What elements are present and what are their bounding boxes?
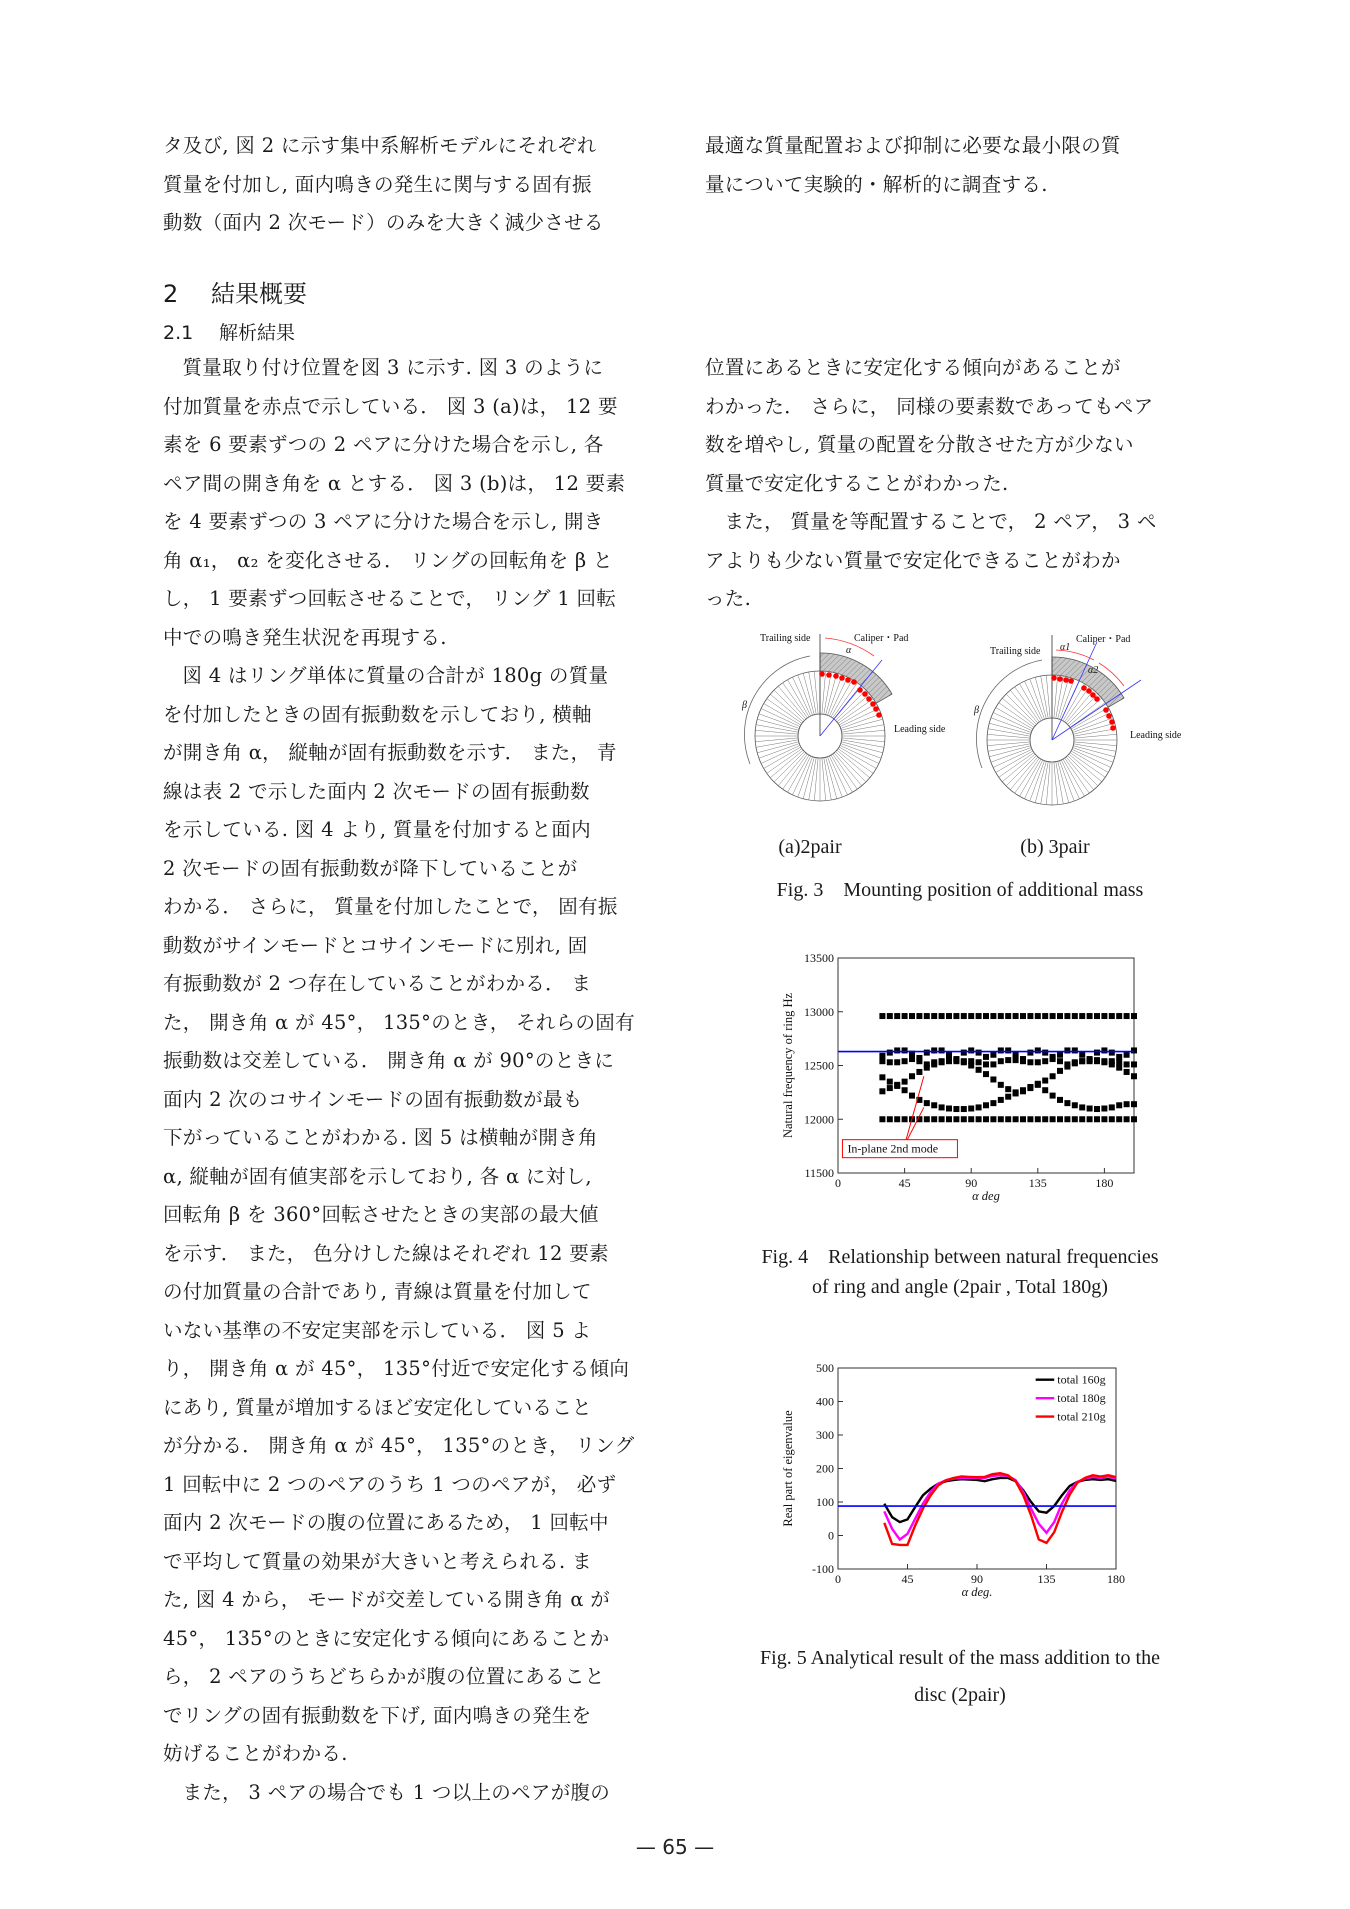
svg-text:0: 0 xyxy=(835,1176,841,1190)
text-line: が分かる． 開き角 α が 45°， 135°のとき， リング xyxy=(163,1434,635,1457)
svg-text:Real part of eigenvalue: Real part of eigenvalue xyxy=(781,1410,795,1527)
text-line: 位置にあるときに安定化する傾向があることが xyxy=(705,356,1121,379)
trailing-side-label: Trailing side xyxy=(760,633,811,644)
ring-diagrams xyxy=(720,628,1200,838)
intro-left-column xyxy=(163,127,663,243)
fig5-caption-line2: disc (2pair) xyxy=(914,1684,1006,1706)
figure-3 xyxy=(720,628,1200,838)
body-left-column xyxy=(163,349,663,1812)
text-line: 振動数は交差している． 開き角 α が 90°のときに xyxy=(163,1049,615,1072)
text-line: 数を増やし, 質量の配置を分散させた方が少ない xyxy=(705,433,1134,456)
caliper-pad-label: Caliper・Pad xyxy=(854,633,909,644)
figure-5-chart xyxy=(780,1360,1140,1620)
svg-text:135: 135 xyxy=(1037,1572,1056,1586)
alpha-label: α xyxy=(846,645,852,656)
svg-text:12500: 12500 xyxy=(804,1058,834,1073)
subsection-heading xyxy=(163,316,295,350)
text-line: を付加したときの固有振動数を示しており, 横軸 xyxy=(163,702,592,726)
text-line: 1 回転中に 2 つのペアのうち 1 つのペアが， 必ず xyxy=(163,1472,617,1496)
svg-text:0: 0 xyxy=(828,1528,834,1543)
leading-side-label: Leading side xyxy=(1130,730,1182,741)
text-line: 中での鳴き発生状況を再現する. xyxy=(163,625,447,649)
text-line: 下がっていることがわかる. 図 5 は横軸が開き角 xyxy=(163,1126,598,1149)
trailing-side-label: Trailing side xyxy=(990,646,1041,657)
text-line: 面内 2 次モードの腹の位置にあるため， 1 回転中 xyxy=(163,1511,609,1534)
text-line: を示している. 図 4 より, 質量を付加すると面内 xyxy=(163,818,591,841)
text-line: 45°， 135°のときに安定化する傾向にあることか xyxy=(163,1626,610,1650)
text-line: し， 1 要素ずつ回転させることで， リング 1 回転 xyxy=(163,587,617,610)
svg-text:135: 135 xyxy=(1028,1176,1047,1190)
fig4-caption-line2: of ring and angle (2pair , Total 180g) xyxy=(812,1276,1108,1298)
fig3-caption: Fig. 3 Mounting position of additional mass xyxy=(776,879,1144,901)
svg-text:total 180g: total 180g xyxy=(1057,1391,1106,1406)
text-line: り， 開き角 α が 45°， 135°付近で安定化する傾向 xyxy=(163,1357,630,1380)
alpha2-label: α2 xyxy=(1088,665,1099,676)
text-line: 最適な質量配置および抑制に必要な最小限の質 xyxy=(705,134,1121,157)
svg-text:45: 45 xyxy=(898,1176,911,1190)
beta-label: β xyxy=(974,705,979,716)
text-line: アよりも少ない質量で安定化できることがわか xyxy=(705,548,1121,572)
svg-text:Natural frequency of ring Hz: Natural frequency of ring Hz xyxy=(781,992,795,1139)
text-line: 量について実験的・解析的に調査する. xyxy=(705,172,1048,196)
svg-text:In-plane 2nd mode: In-plane 2nd mode xyxy=(847,1141,939,1156)
text-line: でリングの固有振動数を下げ, 面内鳴きの発生を xyxy=(163,1703,592,1727)
text-line: いない基準の不安定実部を示している． 図 5 よ xyxy=(163,1318,592,1342)
text-line: った. xyxy=(705,587,752,610)
text-line: 回転角 β を 360°回転させたときの実部の最大値 xyxy=(163,1203,599,1226)
svg-text:13000: 13000 xyxy=(804,1004,834,1019)
text-line: 動数（面内 2 次モード）のみを大きく減少させる xyxy=(163,211,604,234)
text-line: ら， 2 ペアのうちどちらかが腹の位置にあること xyxy=(163,1665,605,1688)
text-line: ペア間の開き角を α とする． 図 3 (b)は， 12 要素 xyxy=(163,471,626,495)
text-line: 図 4 はリング単体に質量の合計が 180g の質量 xyxy=(182,664,609,687)
svg-text:total 160g: total 160g xyxy=(1057,1372,1106,1387)
text-line: た， 開き角 α が 45°， 135°のとき， それらの固有 xyxy=(163,1010,635,1034)
beta-label: β xyxy=(742,700,747,711)
text-line: の付加質量の合計であり, 青線は質量を付加して xyxy=(163,1280,592,1303)
natural-frequency-scatter-plot xyxy=(770,950,1150,1220)
text-line: 妨げることがわかる. xyxy=(163,1742,348,1765)
text-line: が開き角 α， 縦軸が固有振動数を示す． また， 青 xyxy=(163,741,617,764)
text-line: 質量を付加し, 面内鳴きの発生に関与する固有振 xyxy=(163,172,592,196)
text-line: 角 α₁， α₂ を変化させる． リングの回転角を β と xyxy=(163,548,613,572)
svg-text:400: 400 xyxy=(816,1394,834,1409)
figure-4-chart xyxy=(770,950,1150,1220)
intro-right-column xyxy=(705,127,1205,204)
caliper-pad-label: Caliper・Pad xyxy=(1076,634,1131,645)
svg-text:500: 500 xyxy=(816,1361,834,1375)
svg-text:90: 90 xyxy=(965,1176,978,1190)
svg-text:-100: -100 xyxy=(812,1562,834,1576)
svg-text:90: 90 xyxy=(971,1572,983,1586)
fig5-caption-line1: Fig. 5 Analytical result of the mass addition to the xyxy=(760,1647,1160,1669)
text-line: 質量取り付け位置を図 3 に示す. 図 3 のように xyxy=(182,356,604,379)
text-line: α, 縦軸が固有値実部を示しており, 各 α に対し, xyxy=(163,1164,592,1188)
fig3b-subcaption: (b) 3pair xyxy=(1020,836,1090,858)
svg-text:0: 0 xyxy=(835,1572,841,1586)
svg-text:45: 45 xyxy=(901,1572,914,1586)
ring-diagram-3pair xyxy=(976,635,1141,805)
svg-text:300: 300 xyxy=(816,1428,834,1442)
section-title: 結果概要 xyxy=(211,280,307,308)
text-line: 素を 6 要素ずつの 2 ペアに分けた場合を示し, 各 xyxy=(163,433,604,456)
svg-text:13500: 13500 xyxy=(804,951,834,965)
text-line: を 4 要素ずつの 3 ペアに分けた場合を示し, 開き xyxy=(163,510,604,533)
eigenvalue-line-plot xyxy=(780,1360,1140,1620)
fig4-caption-line1: Fig. 4 Relationship between natural frequencies xyxy=(761,1246,1159,1268)
svg-text:180: 180 xyxy=(1095,1176,1114,1190)
fig3a-subcaption: (a)2pair xyxy=(778,836,842,858)
page-number: — 65 — xyxy=(635,1835,715,1859)
text-line: にあり, 質量が増加するほど安定化していること xyxy=(163,1395,592,1419)
text-line: 面内 2 次のコサインモードの固有振動数が最も xyxy=(163,1087,583,1111)
svg-text:α deg.: α deg. xyxy=(961,1585,993,1599)
text-line: 付加質量を赤点で示している． 図 3 (a)は， 12 要 xyxy=(163,394,618,418)
text-line: タ及び, 図 2 に示す集中系解析モデルにそれぞれ xyxy=(163,134,597,157)
text-line: た, 図 4 から， モードが交差している開き角 α が xyxy=(163,1588,611,1611)
text-line: わかる． さらに， 質量を付加したことで， 固有振 xyxy=(163,895,618,918)
text-line: 有振動数が 2 つ存在していることがわかる． ま xyxy=(163,972,592,995)
subsection-title: 解析結果 xyxy=(219,322,296,344)
body-right-column xyxy=(705,349,1205,619)
text-line: を示す． また， 色分けした線はそれぞれ 12 要素 xyxy=(163,1241,609,1265)
svg-text:180: 180 xyxy=(1107,1572,1125,1586)
svg-text:200: 200 xyxy=(816,1461,834,1476)
svg-text:α deg: α deg xyxy=(972,1189,1000,1203)
svg-text:100: 100 xyxy=(816,1495,834,1509)
svg-text:12000: 12000 xyxy=(804,1112,834,1127)
text-line: 線は表 2 で示した面内 2 次モードの固有振動数 xyxy=(163,779,590,803)
text-line: 質量で安定化することがわかった. xyxy=(705,471,1009,495)
subsection-number: 2.1 xyxy=(163,322,194,344)
text-line: 2 次モードの固有振動数が降下していることが xyxy=(163,856,578,880)
ring-diagram-2pair xyxy=(744,634,892,801)
text-line: また， 質量を等配置することで， 2 ペア， 3 ペ xyxy=(724,510,1157,533)
text-line: わかった． さらに， 同様の要素数であってもペア xyxy=(705,394,1154,418)
svg-text:11500: 11500 xyxy=(804,1166,834,1180)
text-line: また， 3 ペアの場合でも 1 つ以上のペアが腹の xyxy=(182,1780,611,1804)
svg-text:total 210g: total 210g xyxy=(1057,1409,1106,1424)
text-line: 動数がサインモードとコサインモードに別れ, 固 xyxy=(163,933,588,957)
text-line: で平均して質量の効果が大きいと考えられる. ま xyxy=(163,1549,592,1573)
leading-side-label: Leading side xyxy=(894,724,946,735)
alpha1-label: α1 xyxy=(1060,642,1071,653)
section-heading xyxy=(163,276,307,312)
section-number: 2 xyxy=(163,280,179,308)
